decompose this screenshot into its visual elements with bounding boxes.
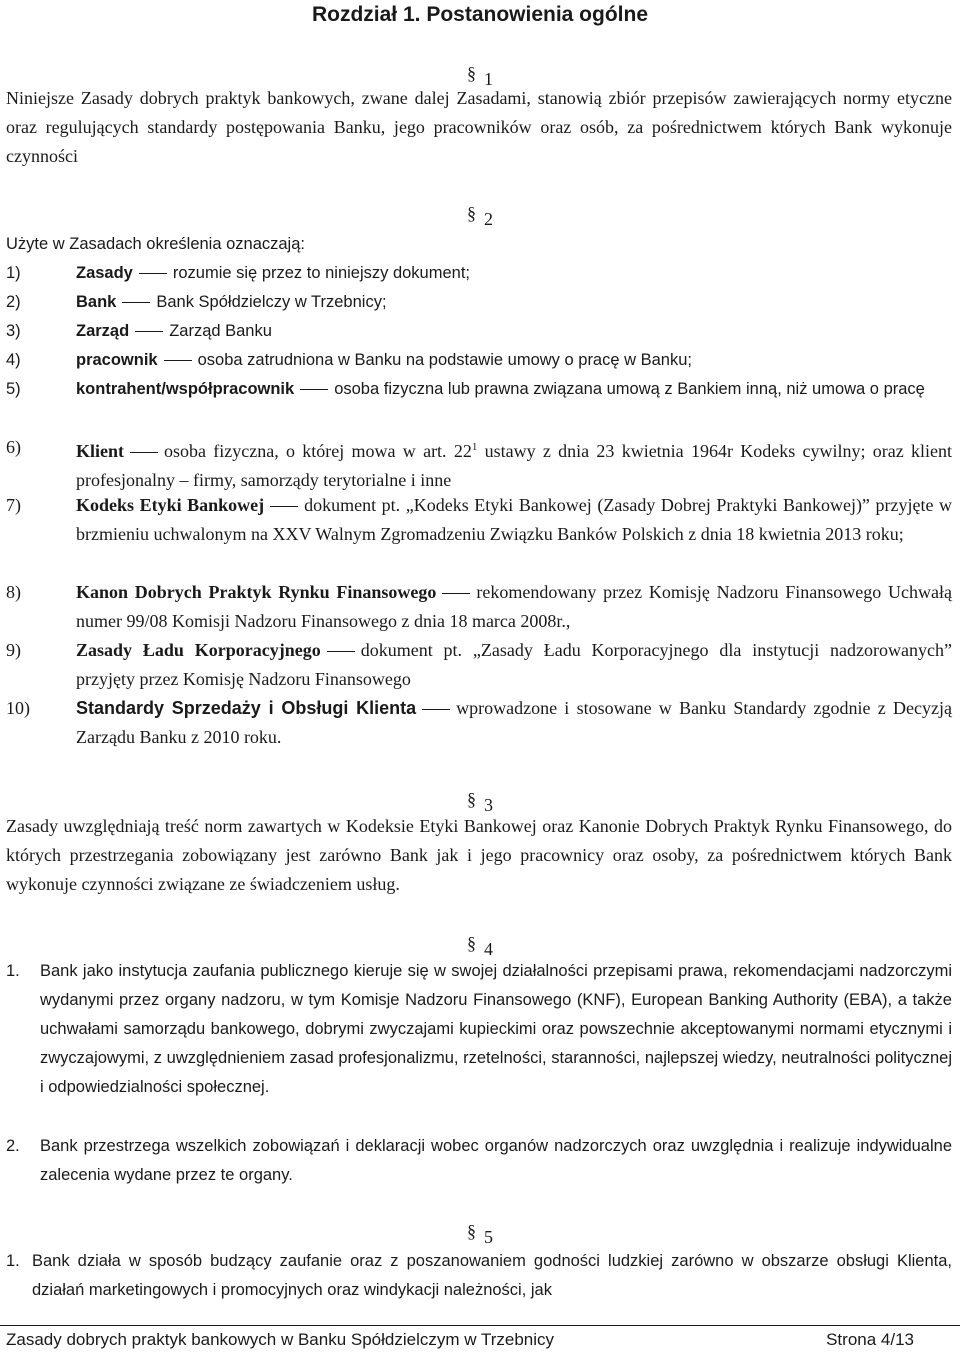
section-heading-5	[0, 1220, 960, 1247]
definition-text: osoba fizyczna lub prawna związana umową z Bankiem inną, niż umowa o pracę	[334, 380, 925, 398]
item-number: 1.	[6, 962, 20, 980]
definition-text: osoba fizyczna, o której mowa w art. 22	[164, 441, 472, 461]
defined-term: pracownik	[76, 351, 158, 369]
section-sign: §	[467, 63, 476, 83]
item-number: 8)	[6, 582, 21, 602]
item-number: 1.	[6, 1252, 20, 1270]
section-number: 3	[484, 795, 493, 815]
definition-text: dokument pt. „Kodeks Etyki Bankowej (Zasady Dobrej Praktyki Bankowej)” przyjęte w brzmieniu uchwalonym na XXV Walnym Zgromadzeniu Związku Banków Polskich z dnia 18 kwietnia 2013 roku;	[76, 495, 952, 544]
item-number: 9)	[6, 640, 21, 660]
item-number: 6)	[6, 437, 21, 457]
dash-separator	[130, 452, 158, 453]
section-heading-4	[0, 932, 960, 959]
section-sign: §	[467, 933, 476, 953]
dash-separator	[135, 331, 163, 332]
item-number: 7)	[6, 495, 21, 515]
defined-term: Klient	[76, 441, 124, 461]
item-number: 10)	[6, 698, 30, 718]
section-1-paragraph	[6, 84, 952, 171]
definition-text: wprowadzone i stosowane w Banku Standardy zgodnie z Decyzją Zarządu Banku z 2010 roku.	[76, 698, 952, 747]
item-number: 5)	[6, 380, 21, 398]
defined-term: Kanon Dobrych Praktyk Rynku Finansowego	[76, 582, 437, 602]
dash-separator	[422, 709, 450, 710]
definition-text: rozumie się przez to niniejszy dokument;	[172, 264, 471, 282]
item-number: 2.	[6, 1137, 20, 1155]
definition-text-cont: ustawy z dnia 23 kwietnia 1964r Kodeks cywilny; oraz klient profesjonalny – firmy, samorządy terytorialne i inne	[76, 441, 952, 490]
defined-term: Standardy Sprzedaży i Obsługi Klienta	[76, 698, 417, 718]
definition-text: osoba zatrudniona w Banku na podstawie umowy o pracę w Banku;	[197, 351, 692, 369]
section-heading-2	[0, 202, 960, 229]
section-sign: §	[467, 1221, 476, 1241]
paragraph-text: Bank działa w sposób budzący zaufanie oraz z poszanowaniem godności ludzkiej zarówno w obszarze obsługi Klienta, działań marketingowych i promocyjnych oraz windykacji należności, jak	[32, 1252, 952, 1299]
section-1-text: Niniejsze Zasady dobrych praktyk bankowych, zwane dalej Zasadami, stanowią zbiór przepisów zawierających normy etyczne oraz regulujących standardy postępowania Banku, jego pracowników oraz osób, za pośrednictwem których Bank wykonuje czynności	[6, 88, 952, 166]
definition-text: dokument pt. „Zasady Ładu Korporacyjnego dla instytucji nadzorowanych” przyjęty przez Komisję Nadzoru Finansowego	[76, 640, 952, 689]
section-number: 2	[484, 209, 493, 229]
footer-title: Zasady dobrych praktyk bankowych w Banku Spółdzielczym w Trzebnicy	[6, 1330, 555, 1349]
dash-separator	[300, 389, 328, 390]
item-number: 3)	[6, 322, 21, 340]
paragraph-text: Bank jako instytucja zaufania publicznego kieruje się w swojej działalności przepisami prawa, rekomendacjami nadzorczymi wydanymi przez organy nadzoru, w tym Komisje Nadzoru Finansowego (KNF), European Banking Authority (EBA), a także uchwałami samorządu bankowego, dobrymi zwyczajami kupieckimi oraz powszechnie akceptowanymi normami etycznymi i zwyczajowymi, z uwzględnieniem zasad profesjonalizmu, rzetelności, staranności, najlepszej wiedzy, neutralności politycznej i odpowiedzialności społecznej.	[40, 962, 952, 1096]
paragraph-text: Bank przestrzega wszelkich zobowiązań i deklaracji wobec organów nadzorczych oraz uwzględnia i realizuje indywidualne zalecenia wydane przez te organy.	[40, 1137, 952, 1184]
dash-separator	[139, 273, 167, 274]
superscript: 1	[471, 441, 478, 453]
dash-separator	[442, 593, 470, 594]
dash-separator	[270, 506, 298, 507]
page-number: Strona 4/13	[826, 1330, 914, 1349]
dash-separator	[164, 360, 192, 361]
section-3-paragraph: Zasady uwzględniają treść norm zawartych w Kodeksie Etyki Bankowej oraz Kanonie Dobrych Praktyk Rynku Finansowego, do których przestrzegania zobowiązany jest zarówno Bank jak i jego pracownicy oraz osoby, za pośrednictwem których Bank wykonuje czynności związane ze świadczeniem usług.	[6, 816, 952, 894]
defined-term: Zasady Ładu Korporacyjnego	[76, 640, 321, 660]
section-heading-1	[0, 62, 960, 89]
definition-text: Bank Spółdzielczy w Trzebnicy;	[156, 293, 387, 311]
defined-term: Bank	[76, 293, 117, 311]
page-footer	[0, 1325, 960, 1355]
section-number: 5	[484, 1227, 493, 1247]
section-number: 4	[484, 939, 493, 959]
dash-separator	[327, 651, 355, 652]
section-sign: §	[467, 789, 476, 809]
chapter-title: Rozdział 1. Postanowienia ogólne	[311, 3, 649, 26]
definition-text: rekomendowany przez Komisję Nadzoru Finansowego Uchwałą numer 99/08 Komisji Nadzoru Finansowego z dnia 18 marca 2008r.,	[76, 582, 952, 631]
section-2-intro: Użyte w Zasadach określenia oznaczają:	[6, 235, 305, 253]
section-number: 1	[484, 69, 493, 89]
item-number: 2)	[6, 293, 21, 311]
defined-term: Zarząd	[76, 322, 130, 340]
item-number: 4)	[6, 351, 21, 369]
definition-text: Zarząd Banku	[169, 322, 272, 340]
defined-term: Zasady	[76, 264, 133, 282]
defined-term: kontrahent/współpracownik	[76, 380, 295, 398]
dash-separator	[122, 302, 150, 303]
item-number: 1)	[6, 264, 21, 282]
section-heading-3	[0, 788, 960, 815]
defined-term: Kodeks Etyki Bankowej	[76, 495, 265, 515]
section-sign: §	[467, 203, 476, 223]
